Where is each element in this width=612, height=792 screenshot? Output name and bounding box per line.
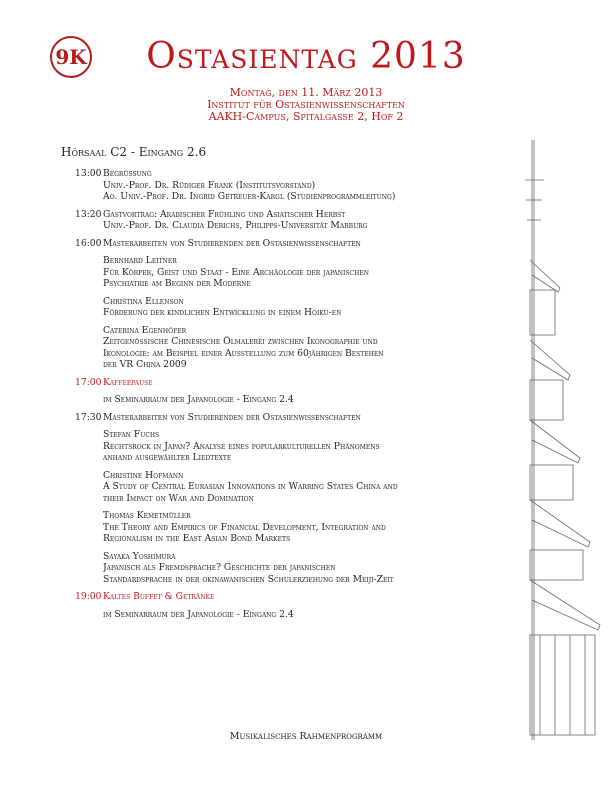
agenda	[75, 168, 525, 626]
pagoda-illustration	[500, 140, 608, 750]
agenda-item: 19:00 Kaltes Buffet & Getränke	[75, 591, 215, 602]
agenda-item: Thomas Kemetmüller The Theory and Empirics of Financial Development, Integration and Regionalism in the East Asian Bond Markets	[103, 510, 386, 544]
agenda-item: im Seminarraum der Japanologie - Eingang 2.4	[103, 608, 294, 620]
agenda-item: Christine Hofmann A Study of Central Eurasian Innovations in Warring States China and their Impact on War and Domination	[103, 469, 398, 504]
event-date: Montag, den 11. März 2013	[229, 86, 383, 99]
page-title: Ostasientag 2013	[146, 36, 466, 77]
agenda-item: im Seminarraum der Japanologie - Eingang 2.4	[103, 394, 294, 405]
agenda-item: Caterina Egenhöfer Zeitgenössische Chinesische Ölmalerei zwischen Ikonographie und Ikonologie: am Beispiel einer Ausstellung zum 60jährigen Bestehen der VR China 2009	[103, 324, 384, 370]
agenda-item: 16:00 Masterarbeiten von Studierenden der Ostasienwissenschaften	[75, 237, 361, 249]
room-heading: Hörsaal C2 - Eingang 2.6	[61, 145, 207, 159]
footer-note: Musikalisches Rahmenprogramm	[229, 731, 383, 742]
agenda-item: Christina Ellenson Förderung der kindlichen Entwicklung in einem Hoiku-en	[103, 295, 342, 318]
agenda-item: Stefan Fuchs Rechtsrock in Japan? Analyse eines popularkulturellen Phänomens anhand ausgewählter Liedtexte	[103, 429, 380, 463]
institute-name: Institut für Ostasienwissenschaften	[207, 98, 405, 111]
agenda-item: 13:00 Begrüssung Univ.-Prof. Dr. Rüdiger Frank (Institutsvorstand) Ao. Univ.-Prof. Dr. Ingrid Getreuer-Kargl (Studienprogrammleitung)	[75, 168, 396, 202]
agenda-item: 17:00 Kaffeepause	[75, 376, 153, 388]
address: AAKH-Campus, Spitalgasse 2, Hof 2	[208, 110, 404, 123]
institute-logo: 9K	[50, 36, 92, 78]
agenda-item: Sayaka Yoshimura Japanisch als Fremdsprache? Geschichte der japanischen Standardsprache in der okinawanischen Schulerziehung der Meiji-Zeit	[103, 550, 394, 585]
agenda-item: Bernhard Leitner Für Körper, Geist und Staat - Eine Archäologie der japanischen Psychiatrie am Beginn der Moderne	[103, 255, 369, 289]
agenda-item: 13:20 Gastvortrag: Arabischer Frühling und Asiatischer Herbst Univ.-Prof. Dr. Claudia Derichs, Philipps-Universität Marburg	[75, 208, 368, 231]
agenda-item: 17:30 Masterarbeiten von Studierenden der Ostasienwissenschaften	[75, 411, 361, 423]
